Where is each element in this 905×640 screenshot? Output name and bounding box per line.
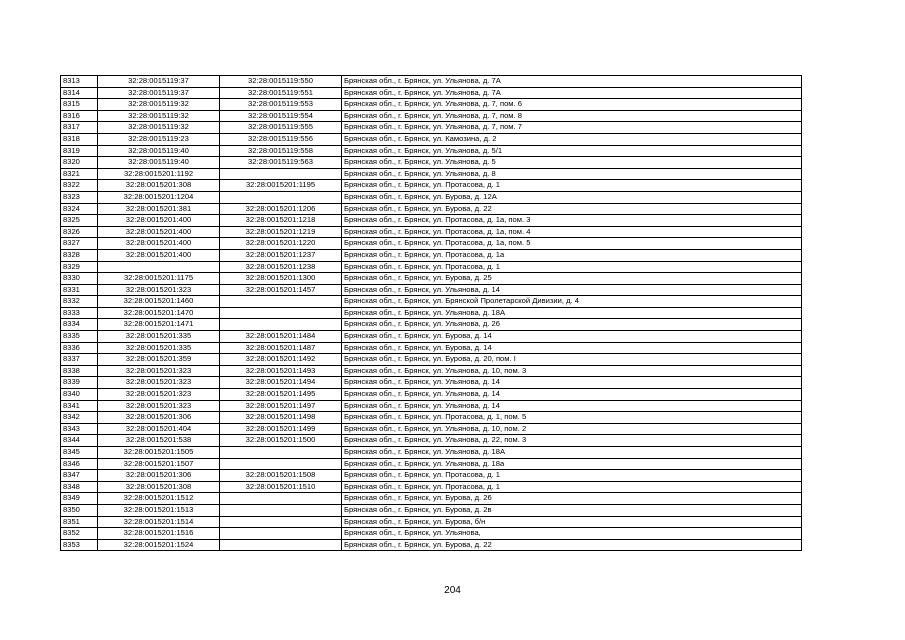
- row-number-cell: 8316: [61, 110, 98, 122]
- table-row: [61, 493, 802, 505]
- table-row: [61, 249, 802, 261]
- row-number-cell: 8313: [61, 76, 98, 88]
- address-cell: Брянская обл., г. Брянск, ул. Протасова, д. 1а, пом. 4: [342, 226, 802, 238]
- table-row: [61, 331, 802, 343]
- parcel-cadastral-number-cell: 32:28:0015201:306: [98, 412, 220, 424]
- row-number-cell: 8315: [61, 99, 98, 111]
- table-row: [61, 273, 802, 285]
- table-row: [61, 215, 802, 227]
- object-cadastral-number-cell: [220, 307, 342, 319]
- table-row: [61, 447, 802, 459]
- row-number-cell: 8335: [61, 331, 98, 343]
- object-cadastral-number-cell: 32:28:0015119:563: [220, 157, 342, 169]
- address-cell: Брянская обл., г. Брянск, ул. Ульянова, д. 5/1: [342, 145, 802, 157]
- table-row: [61, 157, 802, 169]
- row-number-cell: 8318: [61, 133, 98, 145]
- object-cadastral-number-cell: 32:28:0015201:1206: [220, 203, 342, 215]
- address-cell: Брянская обл., г. Брянск, ул. Бурова, д. 25: [342, 273, 802, 285]
- address-cell: Брянская обл., г. Брянск, ул. Ульянова, д. 10, пом. 3: [342, 365, 802, 377]
- row-number-cell: 8330: [61, 273, 98, 285]
- object-cadastral-number-cell: 32:28:0015201:1487: [220, 342, 342, 354]
- table-body: [61, 76, 802, 551]
- table-row: [61, 191, 802, 203]
- object-cadastral-number-cell: 32:28:0015201:1219: [220, 226, 342, 238]
- table-row: [61, 435, 802, 447]
- row-number-cell: 8334: [61, 319, 98, 331]
- row-number-cell: 8327: [61, 238, 98, 250]
- address-cell: Брянская обл., г. Брянск, ул. Бурова, д. 12А: [342, 191, 802, 203]
- table-row: [61, 226, 802, 238]
- row-number-cell: 8343: [61, 423, 98, 435]
- row-number-cell: 8350: [61, 504, 98, 516]
- parcel-cadastral-number-cell: 32:28:0015201:359: [98, 354, 220, 366]
- parcel-cadastral-number-cell: 32:28:0015201:1512: [98, 493, 220, 505]
- table-row: [61, 516, 802, 528]
- table-row: [61, 99, 802, 111]
- parcel-cadastral-number-cell: 32:28:0015201:323: [98, 284, 220, 296]
- address-cell: Брянская обл., г. Брянск, ул. Бурова, д. 2в: [342, 504, 802, 516]
- object-cadastral-number-cell: 32:28:0015201:1510: [220, 481, 342, 493]
- table-row: [61, 87, 802, 99]
- address-cell: Брянская обл., г. Брянск, ул. Ульянова, д. 14: [342, 377, 802, 389]
- row-number-cell: 8339: [61, 377, 98, 389]
- table-row: [61, 284, 802, 296]
- address-cell: Брянская обл., г. Брянск, ул. Протасова, д. 1: [342, 180, 802, 192]
- row-number-cell: 8336: [61, 342, 98, 354]
- table-row: [61, 365, 802, 377]
- object-cadastral-number-cell: 32:28:0015119:550: [220, 76, 342, 88]
- address-cell: Брянская обл., г. Брянск, ул. Ульянова, д. 18А: [342, 307, 802, 319]
- object-cadastral-number-cell: [220, 539, 342, 551]
- parcel-cadastral-number-cell: 32:28:0015201:1471: [98, 319, 220, 331]
- parcel-cadastral-number-cell: [98, 261, 220, 273]
- address-cell: Брянская обл., г. Брянск, ул. Ульянова, д. 14: [342, 400, 802, 412]
- row-number-cell: 8314: [61, 87, 98, 99]
- table-row: [61, 400, 802, 412]
- row-number-cell: 8328: [61, 249, 98, 261]
- table-row: [61, 539, 802, 551]
- object-cadastral-number-cell: [220, 296, 342, 308]
- address-cell: Брянская обл., г. Брянск, ул. Протасова, д. 1: [342, 481, 802, 493]
- row-number-cell: 8340: [61, 389, 98, 401]
- address-cell: Брянская обл., г. Брянск, ул. Бурова, д. 14: [342, 331, 802, 343]
- table-row: [61, 307, 802, 319]
- table-row: [61, 203, 802, 215]
- row-number-cell: 8333: [61, 307, 98, 319]
- row-number-cell: 8338: [61, 365, 98, 377]
- object-cadastral-number-cell: 32:28:0015119:556: [220, 133, 342, 145]
- row-number-cell: 8346: [61, 458, 98, 470]
- address-cell: Брянская обл., г. Брянск, ул. Бурова, д. 20, пом. I: [342, 354, 802, 366]
- address-cell: Брянская обл., г. Брянск, ул. Ульянова, д. 14: [342, 389, 802, 401]
- object-cadastral-number-cell: 32:28:0015119:558: [220, 145, 342, 157]
- parcel-cadastral-number-cell: 32:28:0015201:323: [98, 389, 220, 401]
- address-cell: Брянская обл., г. Брянск, ул. Ульянова, д. 7, пом. 7: [342, 122, 802, 134]
- table-row: [61, 354, 802, 366]
- object-cadastral-number-cell: [220, 504, 342, 516]
- parcel-cadastral-number-cell: 32:28:0015201:1514: [98, 516, 220, 528]
- parcel-cadastral-number-cell: 32:28:0015201:1175: [98, 273, 220, 285]
- address-cell: Брянская обл., г. Брянск, ул. Протасова, д. 1: [342, 470, 802, 482]
- object-cadastral-number-cell: [220, 191, 342, 203]
- table-row: [61, 76, 802, 88]
- table-row: [61, 168, 802, 180]
- object-cadastral-number-cell: 32:28:0015201:1484: [220, 331, 342, 343]
- parcel-cadastral-number-cell: 32:28:0015201:1513: [98, 504, 220, 516]
- address-cell: Брянская обл., г. Брянск, ул. Ульянова, д. 7, пом. 8: [342, 110, 802, 122]
- row-number-cell: 8344: [61, 435, 98, 447]
- parcel-cadastral-number-cell: 32:28:0015201:1505: [98, 447, 220, 459]
- row-number-cell: 8351: [61, 516, 98, 528]
- address-cell: Брянская обл., г. Брянск, ул. Протасова, д. 1: [342, 261, 802, 273]
- object-cadastral-number-cell: 32:28:0015201:1220: [220, 238, 342, 250]
- parcel-cadastral-number-cell: 32:28:0015201:308: [98, 180, 220, 192]
- address-cell: Брянская обл., г. Брянск, ул. Ульянова, д. 18А: [342, 447, 802, 459]
- table-row: [61, 261, 802, 273]
- table-row: [61, 133, 802, 145]
- parcel-cadastral-number-cell: 32:28:0015119:37: [98, 87, 220, 99]
- table-row: [61, 122, 802, 134]
- table-row: [61, 145, 802, 157]
- address-cell: Брянская обл., г. Брянск, ул. Ульянова, д. 10, пом. 2: [342, 423, 802, 435]
- table-row: [61, 481, 802, 493]
- object-cadastral-number-cell: 32:28:0015201:1495: [220, 389, 342, 401]
- address-cell: Брянская обл., г. Брянск, ул. Ульянова, д. 7А: [342, 76, 802, 88]
- address-cell: Брянская обл., г. Брянск, ул. Бурова, б/н: [342, 516, 802, 528]
- row-number-cell: 8323: [61, 191, 98, 203]
- object-cadastral-number-cell: 32:28:0015201:1237: [220, 249, 342, 261]
- table-row: [61, 504, 802, 516]
- object-cadastral-number-cell: 32:28:0015201:1238: [220, 261, 342, 273]
- address-cell: Брянская обл., г. Брянск, ул. Ульянова, д. 22, пом. 3: [342, 435, 802, 447]
- parcel-cadastral-number-cell: 32:28:0015201:538: [98, 435, 220, 447]
- row-number-cell: 8320: [61, 157, 98, 169]
- address-cell: Брянская обл., г. Брянск, ул. Ульянова, д. 5: [342, 157, 802, 169]
- parcel-cadastral-number-cell: 32:28:0015119:40: [98, 145, 220, 157]
- parcel-cadastral-number-cell: 32:28:0015201:335: [98, 342, 220, 354]
- table-row: [61, 319, 802, 331]
- row-number-cell: 8348: [61, 481, 98, 493]
- address-cell: Брянская обл., г. Брянск, ул. Ульянова, д. 7А: [342, 87, 802, 99]
- object-cadastral-number-cell: 32:28:0015201:1500: [220, 435, 342, 447]
- address-cell: Брянская обл., г. Брянск, ул. Протасова, д. 1, пом. 5: [342, 412, 802, 424]
- row-number-cell: 8342: [61, 412, 98, 424]
- parcel-cadastral-number-cell: 32:28:0015201:323: [98, 365, 220, 377]
- parcel-cadastral-number-cell: 32:28:0015201:306: [98, 470, 220, 482]
- parcel-cadastral-number-cell: 32:28:0015201:400: [98, 249, 220, 261]
- object-cadastral-number-cell: 32:28:0015201:1498: [220, 412, 342, 424]
- parcel-cadastral-number-cell: 32:28:0015201:400: [98, 215, 220, 227]
- address-cell: Брянская обл., г. Брянск, ул. Брянской Пролетарской Дивизии, д. 4: [342, 296, 802, 308]
- address-cell: Брянская обл., г. Брянск, ул. Ульянова, д. 8: [342, 168, 802, 180]
- table-row: [61, 110, 802, 122]
- table-row: [61, 296, 802, 308]
- object-cadastral-number-cell: 32:28:0015201:1499: [220, 423, 342, 435]
- table-row: [61, 238, 802, 250]
- object-cadastral-number-cell: 32:28:0015201:1497: [220, 400, 342, 412]
- table-row: [61, 389, 802, 401]
- address-cell: Брянская обл., г. Брянск, ул. Бурова, д. 14: [342, 342, 802, 354]
- address-cell: Брянская обл., г. Брянск, ул. Ульянова, д. 7, пом. 6: [342, 99, 802, 111]
- parcel-cadastral-number-cell: 32:28:0015119:40: [98, 157, 220, 169]
- table-row: [61, 180, 802, 192]
- row-number-cell: 8329: [61, 261, 98, 273]
- object-cadastral-number-cell: 32:28:0015201:1218: [220, 215, 342, 227]
- row-number-cell: 8341: [61, 400, 98, 412]
- parcel-cadastral-number-cell: 32:28:0015119:37: [98, 76, 220, 88]
- page-number: 204: [444, 585, 461, 596]
- table-row: [61, 412, 802, 424]
- parcel-cadastral-number-cell: 32:28:0015201:381: [98, 203, 220, 215]
- object-cadastral-number-cell: 32:28:0015119:554: [220, 110, 342, 122]
- object-cadastral-number-cell: [220, 168, 342, 180]
- property-register-table: [60, 75, 802, 551]
- row-number-cell: 8324: [61, 203, 98, 215]
- parcel-cadastral-number-cell: 32:28:0015201:308: [98, 481, 220, 493]
- object-cadastral-number-cell: [220, 493, 342, 505]
- address-cell: Брянская обл., г. Брянск, ул. Ульянова, д. 18а: [342, 458, 802, 470]
- object-cadastral-number-cell: 32:28:0015201:1457: [220, 284, 342, 296]
- row-number-cell: 8337: [61, 354, 98, 366]
- table-row: [61, 377, 802, 389]
- address-cell: Брянская обл., г. Брянск, ул. Камозина, д. 2: [342, 133, 802, 145]
- parcel-cadastral-number-cell: 32:28:0015119:32: [98, 110, 220, 122]
- row-number-cell: 8317: [61, 122, 98, 134]
- parcel-cadastral-number-cell: 32:28:0015201:400: [98, 238, 220, 250]
- parcel-cadastral-number-cell: 32:28:0015201:1460: [98, 296, 220, 308]
- parcel-cadastral-number-cell: 32:28:0015201:335: [98, 331, 220, 343]
- address-cell: Брянская обл., г. Брянск, ул. Бурова, д. 26: [342, 493, 802, 505]
- address-cell: Брянская обл., г. Брянск, ул. Протасова, д. 1а, пом. 3: [342, 215, 802, 227]
- table-row: [61, 528, 802, 540]
- parcel-cadastral-number-cell: 32:28:0015201:1470: [98, 307, 220, 319]
- object-cadastral-number-cell: 32:28:0015201:1508: [220, 470, 342, 482]
- object-cadastral-number-cell: 32:28:0015201:1300: [220, 273, 342, 285]
- parcel-cadastral-number-cell: 32:28:0015201:1204: [98, 191, 220, 203]
- row-number-cell: 8349: [61, 493, 98, 505]
- parcel-cadastral-number-cell: 32:28:0015201:404: [98, 423, 220, 435]
- parcel-cadastral-number-cell: 32:28:0015201:1516: [98, 528, 220, 540]
- object-cadastral-number-cell: 32:28:0015201:1492: [220, 354, 342, 366]
- object-cadastral-number-cell: [220, 447, 342, 459]
- table-row: [61, 342, 802, 354]
- parcel-cadastral-number-cell: 32:28:0015119:32: [98, 122, 220, 134]
- row-number-cell: 8352: [61, 528, 98, 540]
- row-number-cell: 8347: [61, 470, 98, 482]
- object-cadastral-number-cell: 32:28:0015201:1494: [220, 377, 342, 389]
- parcel-cadastral-number-cell: 32:28:0015119:23: [98, 133, 220, 145]
- table-row: [61, 458, 802, 470]
- row-number-cell: 8331: [61, 284, 98, 296]
- object-cadastral-number-cell: [220, 319, 342, 331]
- parcel-cadastral-number-cell: 32:28:0015201:1192: [98, 168, 220, 180]
- row-number-cell: 8345: [61, 447, 98, 459]
- address-cell: Брянская обл., г. Брянск, ул. Ульянова, д. 14: [342, 284, 802, 296]
- address-cell: Брянская обл., г. Брянск, ул. Протасова, д. 1а: [342, 249, 802, 261]
- object-cadastral-number-cell: [220, 458, 342, 470]
- object-cadastral-number-cell: 32:28:0015119:551: [220, 87, 342, 99]
- object-cadastral-number-cell: 32:28:0015201:1195: [220, 180, 342, 192]
- object-cadastral-number-cell: [220, 528, 342, 540]
- table-row: [61, 470, 802, 482]
- row-number-cell: 8325: [61, 215, 98, 227]
- row-number-cell: 8326: [61, 226, 98, 238]
- object-cadastral-number-cell: 32:28:0015201:1493: [220, 365, 342, 377]
- address-cell: Брянская обл., г. Брянск, ул. Протасова, д. 1а, пом. 5: [342, 238, 802, 250]
- table-row: [61, 423, 802, 435]
- object-cadastral-number-cell: [220, 516, 342, 528]
- address-cell: Брянская обл., г. Брянск, ул. Бурова, д. 22: [342, 539, 802, 551]
- object-cadastral-number-cell: 32:28:0015119:553: [220, 99, 342, 111]
- address-cell: Брянская обл., г. Брянск, ул. Ульянова, д. 26: [342, 319, 802, 331]
- parcel-cadastral-number-cell: 32:28:0015201:1524: [98, 539, 220, 551]
- parcel-cadastral-number-cell: 32:28:0015201:323: [98, 377, 220, 389]
- parcel-cadastral-number-cell: 32:28:0015119:32: [98, 99, 220, 111]
- row-number-cell: 8332: [61, 296, 98, 308]
- row-number-cell: 8319: [61, 145, 98, 157]
- parcel-cadastral-number-cell: 32:28:0015201:1507: [98, 458, 220, 470]
- row-number-cell: 8353: [61, 539, 98, 551]
- address-cell: Брянская обл., г. Брянск, ул. Ульянова,: [342, 528, 802, 540]
- parcel-cadastral-number-cell: 32:28:0015201:400: [98, 226, 220, 238]
- row-number-cell: 8321: [61, 168, 98, 180]
- row-number-cell: 8322: [61, 180, 98, 192]
- parcel-cadastral-number-cell: 32:28:0015201:323: [98, 400, 220, 412]
- address-cell: Брянская обл., г. Брянск, ул. Бурова, д. 22: [342, 203, 802, 215]
- object-cadastral-number-cell: 32:28:0015119:555: [220, 122, 342, 134]
